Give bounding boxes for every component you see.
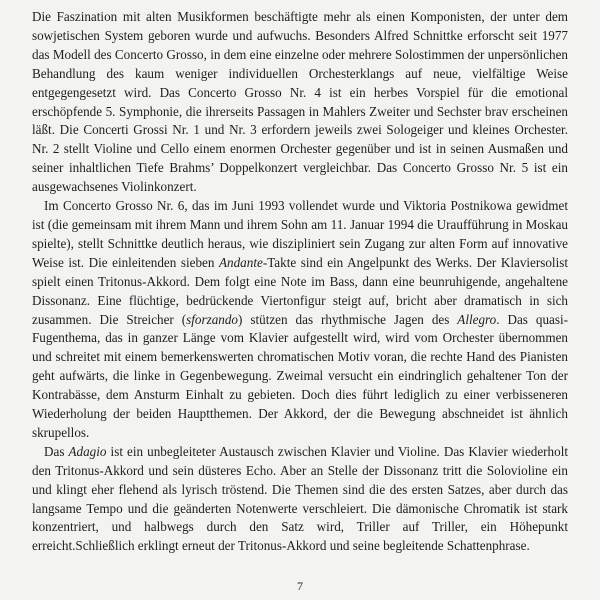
text-run: . Das quasi-Fugenthema, das in ganzer Länge vom Klavier aufgestellt wird, wird vom Orchester übernommen und schreitet mit einem bemerkenswerten chromatischen Motiv voran, die rechte Hand des Pianisten geht aufwärts, die linke in Gegenbewegung. Zweimal versucht ein eindringlich gehaltener Ton der Kontrabässe, dem Ansturm Einhalt zu gebieten. Doch dies führt lediglich zu einer verbisseneren Wiederholung der beiden Hauptthemen. Der Akkord, der die Bewegung abschneidet ist ähnlich skrupellos. <box>32 311 568 440</box>
text-run: ) stützen das rhythmische Jagen des <box>238 311 458 327</box>
text-run: -Takte sind ein Angelpunkt des Werks. Der Klaviersolist spielt einen Tritonus-Akkord. Dem folgt eine Note im Bass, dann eine beunruhigende, angehaltene Dissonanz. Eine flüchtige, bedrückende Viertonfigur steigt auf, bricht aber dramatisch in sich zusammen. Die Streicher ( <box>32 254 568 327</box>
italic-term: Andante <box>219 254 263 270</box>
italic-term: Adagio <box>68 443 107 459</box>
paragraph-adagio <box>32 443 568 556</box>
page-number: 7 <box>297 579 303 593</box>
body-text <box>32 8 568 556</box>
italic-term: Allegro <box>457 311 497 327</box>
text-run: Die Faszination mit alten Musikformen beschäftigte mehr als einen Komponisten, der unter dem sowjetischen System geboren wurde und aufwuchs. Besonders Alfred Schnittke erforscht seit 1977 das Modell des Concerto Grosso, in dem eine einzelne oder mehrere Solostimmen der unpersönlichen Behandlung des kaum weniger individuellen Orchesterklangs auf neue, vielfältige Weise entgegengesetzt wird. Das Concerto Grosso Nr. 4 ist ein herbes Vorspiel für die emotional erschöpfende 5. Symphonie, die ihrerseits Passagen in Mahlers Zweiter und Sechster brav erscheinen läßt. Die Concerti Grossi Nr. 1 und Nr. 3 erfordern jeweils zwei Sologeiger und kleines Orchester. Nr. 2 stellt Violine und Cello einem enormen Orchester gegenüber und ist in seinen Ausmaßen und seiner inhaltlichen Tiefe Brahms’ Doppelkonzert vergleichbar. Das Concerto Grosso Nr. 5 ist ein ausgewachsenes Violinkonzert. <box>32 9 568 195</box>
text-run: Das <box>44 443 69 459</box>
paragraph-concerto-6 <box>32 197 568 443</box>
italic-term: sforzando <box>186 311 239 327</box>
paragraph-intro <box>32 8 568 197</box>
text-run: ist ein unbegleiteter Austausch zwischen Klavier und Violine. Das Klavier wiederholt den Tritonus-Akkord und sein düsteres Echo. Aber an Stelle der Dissonanz tritt die Solovioline ein und klingt eher flehend als lyrisch tröstend. Die Themen sind die des ersten Satzes, aber durch das langsame Tempo und die geänderten Notenwerte verschleiert. Die dämonische Chromatik ist stark konzentriert, und halbwegs durch den Satz wird, Triller auf Triller, ein Höhepunkt erreicht.Schließlich erklingt erneut der Tritonus-Akkord und seine begleitende Schattenphrase. <box>32 443 568 554</box>
text-run: Im Concerto Grosso Nr. 6, das im Juni 1993 vollendet wurde und Viktoria Postnikowa gewidmet ist (die gemeinsam mit ihrem Mann und ihrem Sohn am 11. Januar 1994 die Uraufführung in Moskau spielte), stellt Schnittke deutlich heraus, wie diszipliniert sein Zugang zur alten Form auf innovative Weise ist. Die einleitenden sieben <box>32 198 568 270</box>
